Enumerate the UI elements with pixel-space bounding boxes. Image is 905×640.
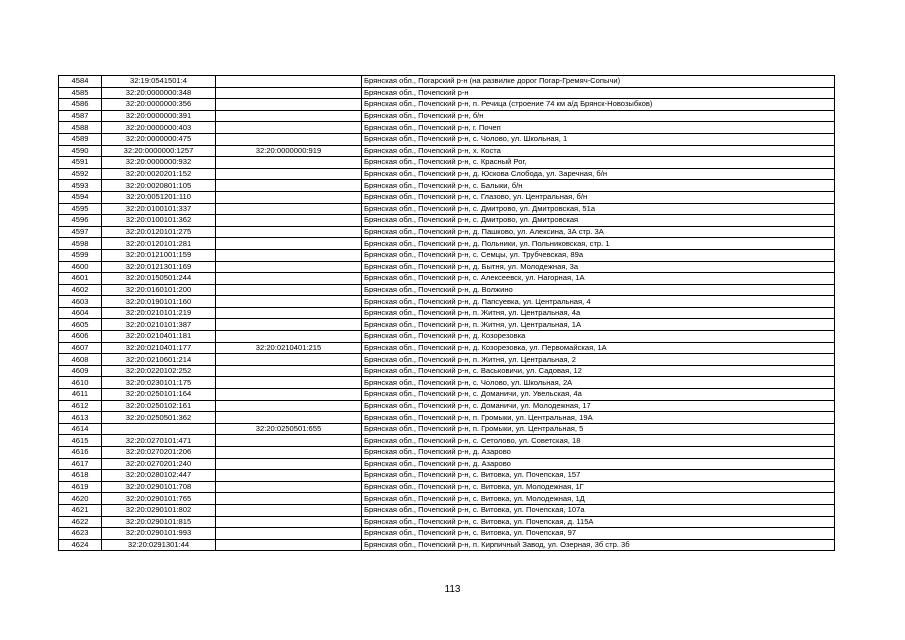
table-row: [59, 99, 835, 111]
parent-cadastral-number-cell: [216, 238, 362, 250]
row-number-cell: 4621: [59, 504, 102, 516]
address-cell: Брянская обл., Почепский р-н, с. Глазово, ул. Центральная, б/н: [362, 191, 835, 203]
row-number-cell: 4608: [59, 354, 102, 366]
cadastral-number-cell: 32:20:0270101:471: [102, 435, 216, 447]
cadastral-number-cell: 32:20:0150501:244: [102, 273, 216, 285]
cadastral-number-cell: 32:20:0000000:475: [102, 133, 216, 145]
row-number-cell: 4604: [59, 307, 102, 319]
row-number-cell: 4606: [59, 331, 102, 343]
parent-cadastral-number-cell: [216, 157, 362, 169]
address-cell: Брянская обл., Почепский р-н, с. Чолово, ул. Школьная, 1: [362, 133, 835, 145]
parent-cadastral-number-cell: [216, 400, 362, 412]
parent-cadastral-number-cell: [216, 365, 362, 377]
cadastral-number-cell: 32:20:0280102:447: [102, 470, 216, 482]
cadastral-number-cell: 32:20:0020801:105: [102, 180, 216, 192]
table-row: [59, 481, 835, 493]
address-cell: Брянская обл., Почепский р-н, д. Волжино: [362, 284, 835, 296]
parent-cadastral-number-cell: [216, 447, 362, 459]
table-row: [59, 400, 835, 412]
parent-cadastral-number-cell: [216, 319, 362, 331]
address-cell: Брянская обл., Почепский р-н, г. Почеп: [362, 122, 835, 134]
row-number-cell: 4622: [59, 516, 102, 528]
cadastral-number-cell: 32:20:0120101:281: [102, 238, 216, 250]
cadastral-number-cell: 32:20:0220102:252: [102, 365, 216, 377]
row-number-cell: 4601: [59, 273, 102, 285]
cadastral-number-cell: 32:20:0290101:708: [102, 481, 216, 493]
address-cell: Брянская обл., Почепский р-н, с. Дмитрово, ул. Дмитровская: [362, 215, 835, 227]
table-row: [59, 493, 835, 505]
parent-cadastral-number-cell: [216, 226, 362, 238]
row-number-cell: 4591: [59, 157, 102, 169]
address-cell: Брянская обл., Почепский р-н, с. Витовка, ул. Почепская, 157: [362, 470, 835, 482]
page-number: 113: [444, 584, 461, 595]
cadastral-number-cell: 32:20:0250501:362: [102, 412, 216, 424]
table-row: [59, 319, 835, 331]
table-row: [59, 76, 835, 88]
parent-cadastral-number-cell: 32:20:0210401:215: [216, 342, 362, 354]
parent-cadastral-number-cell: [216, 458, 362, 470]
row-number-cell: 4587: [59, 110, 102, 122]
row-number-cell: 4609: [59, 365, 102, 377]
cadastral-number-cell: [102, 423, 216, 435]
parent-cadastral-number-cell: [216, 296, 362, 308]
address-cell: Брянская обл., Почепский р-н, д. Юскова Слобода, ул. Заречная, б/н: [362, 168, 835, 180]
row-number-cell: 4584: [59, 76, 102, 88]
address-cell: Брянская обл., Почепский р-н, д. Азарово: [362, 447, 835, 459]
table-row: [59, 435, 835, 447]
row-number-cell: 4616: [59, 447, 102, 459]
address-cell: Брянская обл., Почепский р-н, с. Васьковичи, ул. Садовая, 12: [362, 365, 835, 377]
row-number-cell: 4624: [59, 539, 102, 551]
row-number-cell: 4603: [59, 296, 102, 308]
row-number-cell: 4602: [59, 284, 102, 296]
parent-cadastral-number-cell: [216, 481, 362, 493]
row-number-cell: 4612: [59, 400, 102, 412]
cadastral-number-cell: 32:20:0000000:391: [102, 110, 216, 122]
address-cell: Брянская обл., Почепский р-н, с. Витовка, ул. Молодежная, 1Д: [362, 493, 835, 505]
address-cell: Брянская обл., Почепский р-н, с. Красный Рог,: [362, 157, 835, 169]
row-number-cell: 4588: [59, 122, 102, 134]
address-cell: Брянская обл., Почепский р-н, п. Житня, ул. Центральная, 1А: [362, 319, 835, 331]
cadastral-number-cell: 32:20:0210101:219: [102, 307, 216, 319]
parent-cadastral-number-cell: [216, 249, 362, 261]
parent-cadastral-number-cell: [216, 110, 362, 122]
table-row: [59, 307, 835, 319]
parent-cadastral-number-cell: [216, 504, 362, 516]
cadastral-number-cell: 32:20:0290101:815: [102, 516, 216, 528]
row-number-cell: 4613: [59, 412, 102, 424]
table-row: [59, 516, 835, 528]
address-cell: Брянская обл., Почепский р-н, с. Чолово, ул. Школьная, 2А: [362, 377, 835, 389]
address-cell: Брянская обл., Почепский р-н, с. Витовка, ул. Почепская, д. 115А: [362, 516, 835, 528]
parent-cadastral-number-cell: [216, 284, 362, 296]
table-row: [59, 157, 835, 169]
table-row: [59, 145, 835, 157]
cadastral-number-cell: 32:20:0290101:802: [102, 504, 216, 516]
registry-table: [58, 75, 835, 551]
row-number-cell: 4599: [59, 249, 102, 261]
table-row: [59, 180, 835, 192]
cadastral-number-cell: 32:20:0000000:403: [102, 122, 216, 134]
table-row: [59, 203, 835, 215]
address-cell: Брянская обл., Почепский р-н, д. Козорезовка, ул. Первомайская, 1А: [362, 342, 835, 354]
parent-cadastral-number-cell: [216, 493, 362, 505]
table-row: [59, 470, 835, 482]
table-row: [59, 365, 835, 377]
table-row: [59, 504, 835, 516]
cadastral-number-cell: 32:20:0000000:356: [102, 99, 216, 111]
address-cell: Брянская обл., Почепский р-н, п. Житня, ул. Центральная, 4а: [362, 307, 835, 319]
parent-cadastral-number-cell: [216, 377, 362, 389]
row-number-cell: 4589: [59, 133, 102, 145]
address-cell: Брянская обл., Почепский р-н, п. Кирпичный Завод, ул. Озерная, 3б стр. 3б: [362, 539, 835, 551]
cadastral-number-cell: 32:20:0210601:214: [102, 354, 216, 366]
row-number-cell: 4607: [59, 342, 102, 354]
row-number-cell: 4623: [59, 528, 102, 540]
row-number-cell: 4586: [59, 99, 102, 111]
cadastral-number-cell: 32:20:0100101:337: [102, 203, 216, 215]
address-cell: Брянская обл., Почепский р-н, п. Житня, ул. Центральная, 2: [362, 354, 835, 366]
cadastral-number-cell: 32:20:0270201:240: [102, 458, 216, 470]
table-row: [59, 238, 835, 250]
parent-cadastral-number-cell: [216, 412, 362, 424]
row-number-cell: 4617: [59, 458, 102, 470]
table-row: [59, 458, 835, 470]
table-row: [59, 331, 835, 343]
table-row: [59, 354, 835, 366]
cadastral-number-cell: 32:20:0250102:161: [102, 400, 216, 412]
row-number-cell: 4596: [59, 215, 102, 227]
parent-cadastral-number-cell: 32:20:0000000:919: [216, 145, 362, 157]
table-row: [59, 389, 835, 401]
cadastral-number-cell: 32:20:0121001:159: [102, 249, 216, 261]
address-cell: Брянская обл., Почепский р-н, с. Балыки, б/н: [362, 180, 835, 192]
cadastral-number-cell: 32:20:0230101:175: [102, 377, 216, 389]
row-number-cell: 4614: [59, 423, 102, 435]
row-number-cell: 4592: [59, 168, 102, 180]
table-row: [59, 110, 835, 122]
address-cell: Брянская обл., Погарский р-н (на развилке дорог Погар-Гремяч-Сопычи): [362, 76, 835, 88]
table-row: [59, 412, 835, 424]
table-row: [59, 226, 835, 238]
row-number-cell: 4619: [59, 481, 102, 493]
cadastral-number-cell: 32:20:0270201:206: [102, 447, 216, 459]
table-row: [59, 296, 835, 308]
parent-cadastral-number-cell: [216, 331, 362, 343]
cadastral-number-cell: 32:20:0020201:152: [102, 168, 216, 180]
row-number-cell: 4618: [59, 470, 102, 482]
parent-cadastral-number-cell: [216, 133, 362, 145]
address-cell: Брянская обл., Почепский р-н, д. Папсуевка, ул. Центральная, 4: [362, 296, 835, 308]
parent-cadastral-number-cell: [216, 539, 362, 551]
table-row: [59, 215, 835, 227]
address-cell: Брянская обл., Почепский р-н, с. Витовка, ул. Почепская, 107а: [362, 504, 835, 516]
row-number-cell: 4600: [59, 261, 102, 273]
parent-cadastral-number-cell: [216, 516, 362, 528]
row-number-cell: 4593: [59, 180, 102, 192]
parent-cadastral-number-cell: [216, 261, 362, 273]
row-number-cell: 4595: [59, 203, 102, 215]
parent-cadastral-number-cell: [216, 180, 362, 192]
table-row: [59, 87, 835, 99]
address-cell: Брянская обл., Почепский р-н, с. Доманичи, ул. Увельская, 4а: [362, 389, 835, 401]
address-cell: Брянская обл., Почепский р-н, с. Семцы, ул. Трубчевская, 89а: [362, 249, 835, 261]
cadastral-number-cell: 32:20:0000000:932: [102, 157, 216, 169]
row-number-cell: 4585: [59, 87, 102, 99]
row-number-cell: 4610: [59, 377, 102, 389]
address-cell: Брянская обл., Почепский р-н, с. Алексеевск, ул. Нагорная, 1А: [362, 273, 835, 285]
parent-cadastral-number-cell: [216, 307, 362, 319]
address-cell: Брянская обл., Почепский р-н, с. Сетолово, ул. Советская, 18: [362, 435, 835, 447]
registry-table-body: [59, 76, 835, 551]
row-number-cell: 4597: [59, 226, 102, 238]
address-cell: Брянская обл., Почепский р-н, х. Коста: [362, 145, 835, 157]
address-cell: Брянская обл., Почепский р-н: [362, 87, 835, 99]
table-row: [59, 191, 835, 203]
parent-cadastral-number-cell: [216, 87, 362, 99]
address-cell: Брянская обл., Почепский р-н, д. Бытня, ул. Молодежная, 3а: [362, 261, 835, 273]
parent-cadastral-number-cell: [216, 273, 362, 285]
table-row: [59, 528, 835, 540]
table-row: [59, 273, 835, 285]
cadastral-number-cell: 32:20:0121301:169: [102, 261, 216, 273]
parent-cadastral-number-cell: [216, 389, 362, 401]
cadastral-number-cell: 32:20:0210401:181: [102, 331, 216, 343]
cadastral-number-cell: 32:20:0210101:387: [102, 319, 216, 331]
address-cell: Брянская обл., Почепский р-н, п. Громыки, ул. Центральная, 5: [362, 423, 835, 435]
cadastral-number-cell: 32:20:0190101:160: [102, 296, 216, 308]
parent-cadastral-number-cell: [216, 76, 362, 88]
cadastral-number-cell: 32:20:0210401:177: [102, 342, 216, 354]
cadastral-number-cell: 32:20:0120101:275: [102, 226, 216, 238]
table-row: [59, 168, 835, 180]
table-row: [59, 377, 835, 389]
address-cell: Брянская обл., Почепский р-н, с. Витовка, ул. Молодежная, 1Г: [362, 481, 835, 493]
table-row: [59, 133, 835, 145]
cadastral-number-cell: 32:20:0290101:993: [102, 528, 216, 540]
address-cell: Брянская обл., Почепский р-н, с. Доманичи, ул. Молодежная, 17: [362, 400, 835, 412]
address-cell: Брянская обл., Почепский р-н, д. Азарово: [362, 458, 835, 470]
address-cell: Брянская обл., Почепский р-н, д. Польники, ул. Польниковская, стр. 1: [362, 238, 835, 250]
address-cell: Брянская обл., Почепский р-н, д. Козорезовка: [362, 331, 835, 343]
cadastral-number-cell: 32:20:0051201:110: [102, 191, 216, 203]
address-cell: Брянская обл., Почепский р-н, с. Дмитрово, ул. Дмитровская, 51а: [362, 203, 835, 215]
table-row: [59, 261, 835, 273]
table-row: [59, 122, 835, 134]
row-number-cell: 4611: [59, 389, 102, 401]
parent-cadastral-number-cell: [216, 168, 362, 180]
cadastral-number-cell: 32:20:0100101:362: [102, 215, 216, 227]
address-cell: Брянская обл., Почепский р-н, б/н: [362, 110, 835, 122]
address-cell: Брянская обл., Почепский р-н, п. Громыки, ул. Центральная, 19А: [362, 412, 835, 424]
parent-cadastral-number-cell: [216, 215, 362, 227]
table-row: [59, 423, 835, 435]
cadastral-number-cell: 32:20:0291301:44: [102, 539, 216, 551]
parent-cadastral-number-cell: [216, 122, 362, 134]
address-cell: Брянская обл., Почепский р-н, с. Витовка, ул. Почепская, 97: [362, 528, 835, 540]
table-row: [59, 539, 835, 551]
table-row: [59, 447, 835, 459]
parent-cadastral-number-cell: [216, 528, 362, 540]
parent-cadastral-number-cell: [216, 99, 362, 111]
cadastral-number-cell: 32:20:0290101:765: [102, 493, 216, 505]
parent-cadastral-number-cell: [216, 191, 362, 203]
table-row: [59, 249, 835, 261]
row-number-cell: 4590: [59, 145, 102, 157]
parent-cadastral-number-cell: 32:20:0250501:655: [216, 423, 362, 435]
row-number-cell: 4605: [59, 319, 102, 331]
cadastral-number-cell: 32:20:0000000:1257: [102, 145, 216, 157]
parent-cadastral-number-cell: [216, 470, 362, 482]
cadastral-number-cell: 32:20:0250101:164: [102, 389, 216, 401]
parent-cadastral-number-cell: [216, 435, 362, 447]
cadastral-number-cell: 32:19:0541501:4: [102, 76, 216, 88]
parent-cadastral-number-cell: [216, 354, 362, 366]
row-number-cell: 4615: [59, 435, 102, 447]
cadastral-number-cell: 32:20:0000000:348: [102, 87, 216, 99]
address-cell: Брянская обл., Почепский р-н, п. Речица (строение 74 км а/д Брянск-Новозыбков): [362, 99, 835, 111]
parent-cadastral-number-cell: [216, 203, 362, 215]
row-number-cell: 4620: [59, 493, 102, 505]
row-number-cell: 4598: [59, 238, 102, 250]
table-row: [59, 284, 835, 296]
table-row: [59, 342, 835, 354]
address-cell: Брянская обл., Почепский р-н, д. Пашково, ул. Алексина, 3А стр. 3А: [362, 226, 835, 238]
cadastral-number-cell: 32:20:0160101:200: [102, 284, 216, 296]
row-number-cell: 4594: [59, 191, 102, 203]
